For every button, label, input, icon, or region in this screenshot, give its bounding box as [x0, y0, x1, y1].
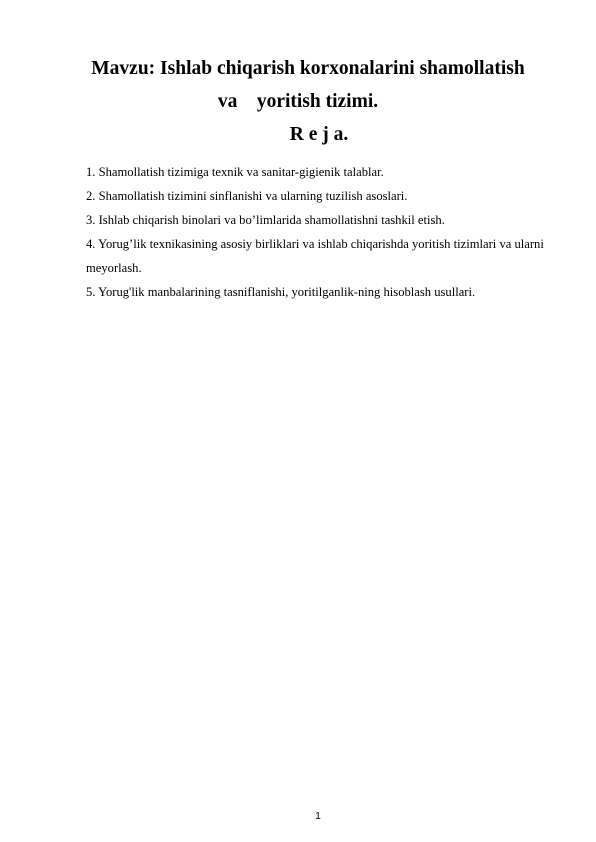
plan-item-1: 1. Shamollatish tizimiga texnik va sanitar-gigienik talablar. [86, 165, 384, 179]
page-number: 1 [315, 811, 321, 822]
plan-item-2: 2. Shamollatish tizimini sinflanishi va ularning tuzilish asoslari. [86, 189, 408, 203]
plan-item-5: 5. Yorug'lik manbalarining tasniflanishi, yoritilganlik-ning hisoblash usullari. [86, 285, 476, 299]
plan-heading: R e j a. [289, 124, 349, 145]
plan-item-3: 3. Ishlab chiqarish binolari va bo’limlarida shamollatishni tashkil etish. [86, 213, 445, 227]
plan-list [86, 160, 556, 304]
plan-item-4: 4. Yorug’lik texnikasining asosiy birliklari va ishlab chiqarishda yoritish tizimlari va ularni meyorlash. [86, 237, 544, 275]
document-title-line-2: va yoritish tizimi. [217, 91, 379, 112]
document-title-line-1: Mavzu: Ishlab chiqarish korxonalarini shamollatish [91, 58, 525, 79]
